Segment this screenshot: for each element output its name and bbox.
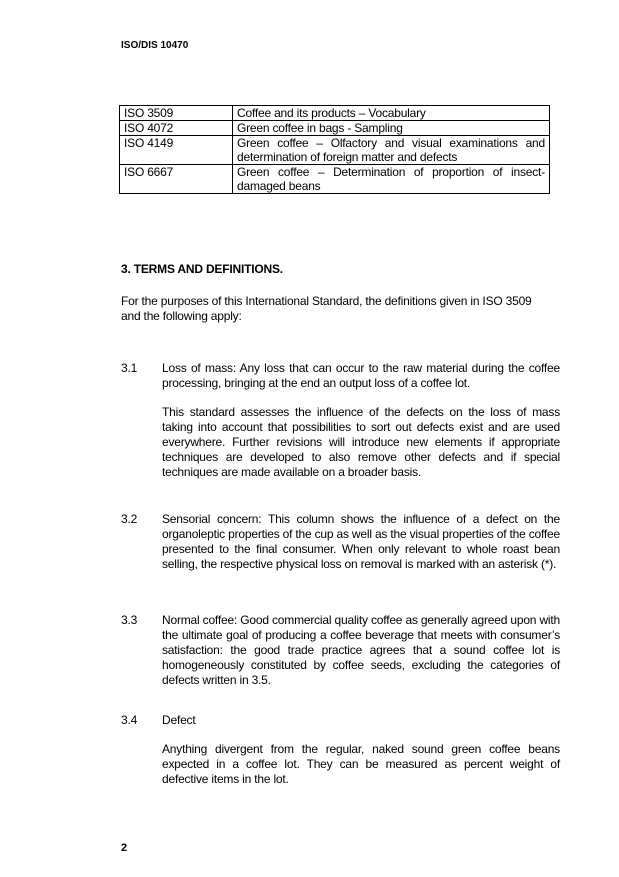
reference-code: ISO 6667 (120, 165, 233, 194)
definition-term: Defect (162, 713, 196, 727)
definition-number: 3.3 (121, 613, 138, 627)
table-row (120, 136, 550, 165)
section-heading: 3. TERMS AND DEFINITIONS. (121, 262, 283, 276)
reference-code: ISO 4072 (120, 121, 233, 136)
definition-number: 3.2 (121, 512, 138, 526)
table-row (120, 106, 550, 121)
definition-text: This standard assesses the influence of the defects on the loss of mass taking into account that possibilities to sort out defects exist and are used everywhere. Further revisions will introduce new elements if appropriate techniques are developed to also remove other defects and if special techniques are made available on a broader basis. (162, 405, 560, 479)
definition-number: 3.4 (121, 713, 138, 727)
page-number: 2 (121, 842, 128, 854)
reference-code: ISO 4149 (120, 136, 233, 165)
table-row (120, 165, 550, 194)
reference-title: Green coffee – Determination of proportion of insect-damaged beans (233, 165, 550, 194)
definition-text: Normal coffee: Good commercial quality coffee as generally agreed upon with the ultimate goal of producing a coffee beverage that meets with consumer’s satisfaction: the good trade practice agrees that a sound coffee lot is homogeneously constituted by coffee seeds, excluding the categories of defects written in 3.5. (162, 613, 560, 687)
definition-3-3 (121, 613, 561, 688)
normative-references-table (119, 105, 550, 194)
section-intro: For the purposes of this International Standard, the definitions given in ISO 3509 and the following apply: (121, 294, 532, 323)
definition-text: Sensorial concern: This column shows the influence of a defect on the organoleptic properties of the cup as well as the visual properties of the coffee presented to the final consumer. When only relevant to whole roast bean selling, the respective physical loss on removal is marked with an asterisk (*). (162, 512, 560, 571)
definition-3-2 (121, 512, 561, 572)
definition-number: 3.1 (121, 361, 138, 375)
definition-3-1 (121, 361, 561, 480)
table-row (120, 121, 550, 136)
reference-title: Coffee and its products – Vocabulary (233, 106, 550, 121)
definition-text: Anything divergent from the regular, naked sound green coffee beans expected in a coffee lot. They can be measured as percent weight of defective items in the lot. (162, 742, 560, 786)
document-id-header: ISO/DIS 10470 (121, 40, 189, 51)
definition-3-4 (121, 713, 561, 787)
reference-code: ISO 3509 (120, 106, 233, 121)
definition-text: Loss of mass: Any loss that can occur to the raw material during the coffee processing, bringing at the end an output loss of a coffee lot. (162, 361, 560, 390)
reference-title: Green coffee in bags - Sampling (233, 121, 550, 136)
reference-title: Green coffee – Olfactory and visual examinations and determination of foreign matter and defects (233, 136, 550, 165)
